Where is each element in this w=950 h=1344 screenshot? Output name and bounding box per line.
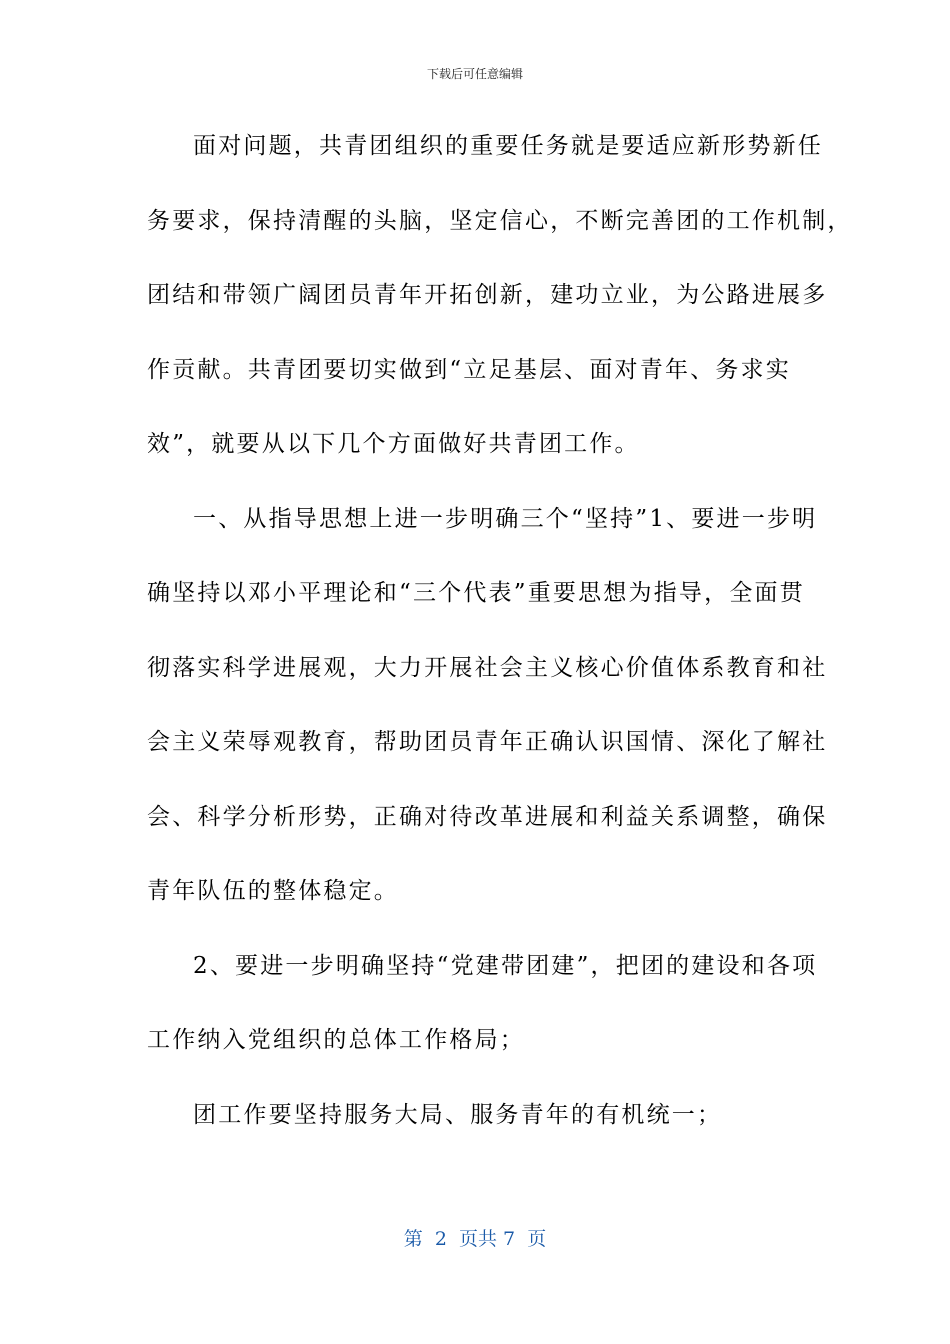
paragraph-line: 2、要进一步明确坚持“党建带团建”，把团的建设和各项 [193,952,818,979]
paragraph-line: 作贡献。共青团要切实做到“立足基层、面对青年、务求实 [147,356,791,383]
document-body [147,126,853,1169]
page-number-footer: 第 2 页共 7 页 [403,1228,547,1250]
paragraph-line: 面对问题，共青团组织的重要任务就是要适应新形势新任 [193,133,823,159]
paragraph-line: 工作纳入党组织的总体工作格局； [147,1027,525,1053]
paragraph-line: 彻落实科学进展观，大力开展社会主义核心价值体系教育和社 [147,654,828,681]
paragraph-line: 效”，就要从以下几个方面做好共青团工作。 [147,431,640,457]
paragraph-line: 团工作要坚持服务大局、服务青年的有机统一； [193,1101,723,1128]
paragraph-line: 会、科学分析形势，正确对待改革进展和利益关系调整，确保 [147,803,828,830]
page-header-note: 下载后可任意编辑 [426,67,523,81]
paragraph-line: 团结和带领广阔团员青年开拓创新，建功立业，为公路进展多 [147,282,828,308]
paragraph-line: 青年队伍的整体稳定。 [147,878,399,904]
paragraph-line: 一、从指导思想上进一步明确三个“坚持”1、要进一步明 [193,505,818,532]
paragraph-line: 务要求，保持清醒的头脑，坚定信心，不断完善团的工作机制， [147,207,853,234]
paragraph-line: 确坚持以邓小平理论和“三个代表”重要思想为指导，全面贯 [147,580,805,606]
paragraph-line: 会主义荣辱观教育，帮助团员青年正确认识国情、深化了解社 [147,729,828,755]
